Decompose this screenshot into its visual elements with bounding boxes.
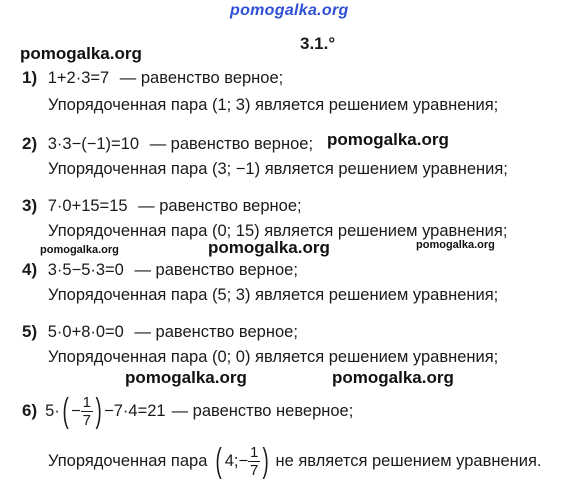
pair-statement-2: Упорядоченная пара (3; −1) является решением уравнения; <box>48 160 508 178</box>
solution-item-4 <box>22 260 298 280</box>
watermark: pomogalka.org <box>327 130 449 149</box>
solution-item-5 <box>22 322 298 342</box>
minus-sign: − <box>71 401 81 420</box>
watermark-top: pomogalka.org <box>230 2 349 19</box>
fraction-denominator: 7 <box>82 411 91 429</box>
verdict: — равенство верное; <box>134 261 298 279</box>
watermark: pomogalka.org <box>20 44 142 63</box>
left-paren: ( <box>62 392 69 430</box>
equation: 3·5−5·3=0 <box>47 261 124 279</box>
fraction-numerator: 1 <box>82 393 91 411</box>
equation-part: 5· <box>45 401 60 420</box>
item-number: 6) <box>22 401 38 420</box>
pair-statement-1: Упорядоченная пара (1; 3) является решением уравнения; <box>48 96 499 114</box>
pair-suffix: не является решением уравнения. <box>275 451 542 470</box>
fraction <box>248 444 260 479</box>
equation: 7·0+15=15 <box>47 197 128 215</box>
verdict: — равенство верное; <box>138 197 302 215</box>
watermark: pomogalka.org <box>332 368 454 387</box>
item-number: 5) <box>22 322 38 341</box>
right-paren: ) <box>95 392 102 430</box>
solution-item-2 <box>22 134 313 154</box>
verdict: — равенство верное; <box>149 135 314 153</box>
fraction-denominator: 7 <box>249 461 259 479</box>
verdict: — равенство верное; <box>119 69 284 87</box>
verdict: — равенство верное; <box>134 323 298 341</box>
item-number: 3) <box>22 196 38 215</box>
watermark: pomogalka.org <box>416 239 495 251</box>
equation: 3·3−(−1)=10 <box>47 135 139 153</box>
fraction <box>81 394 93 429</box>
equation-part: −7·4=21 <box>104 401 166 420</box>
pair-statement-5: Упорядоченная пара (0; 0) является решением уравнения; <box>48 348 499 366</box>
pair-prefix: Упорядоченная пара <box>48 451 208 470</box>
pair-statement-3: Упорядоченная пара (0; 15) является решением уравнения; <box>48 222 508 240</box>
item-number: 2) <box>22 134 38 153</box>
solution-item-3 <box>22 196 302 216</box>
pair-statement-4: Упорядоченная пара (5; 3) является решением уравнения; <box>48 286 499 304</box>
left-paren: ( <box>215 442 223 480</box>
pair-statement-6 <box>48 438 542 484</box>
verdict: — равенство неверное; <box>171 401 354 420</box>
item-number: 1) <box>22 68 38 87</box>
solution-item-1 <box>22 68 283 88</box>
item-number: 4) <box>22 260 38 279</box>
watermark: pomogalka.org <box>40 244 119 256</box>
watermark: pomogalka.org <box>208 238 330 257</box>
exercise-title: 3.1.° <box>300 34 336 53</box>
equation: 5·0+8·0=0 <box>47 323 124 341</box>
watermark: pomogalka.org <box>125 368 247 387</box>
equation: 1+2·3=7 <box>47 69 110 87</box>
fraction-numerator: 1 <box>249 443 259 461</box>
pair-value: 4;− <box>224 451 249 470</box>
solution-item-6 <box>22 388 353 434</box>
right-paren: ) <box>262 442 269 480</box>
